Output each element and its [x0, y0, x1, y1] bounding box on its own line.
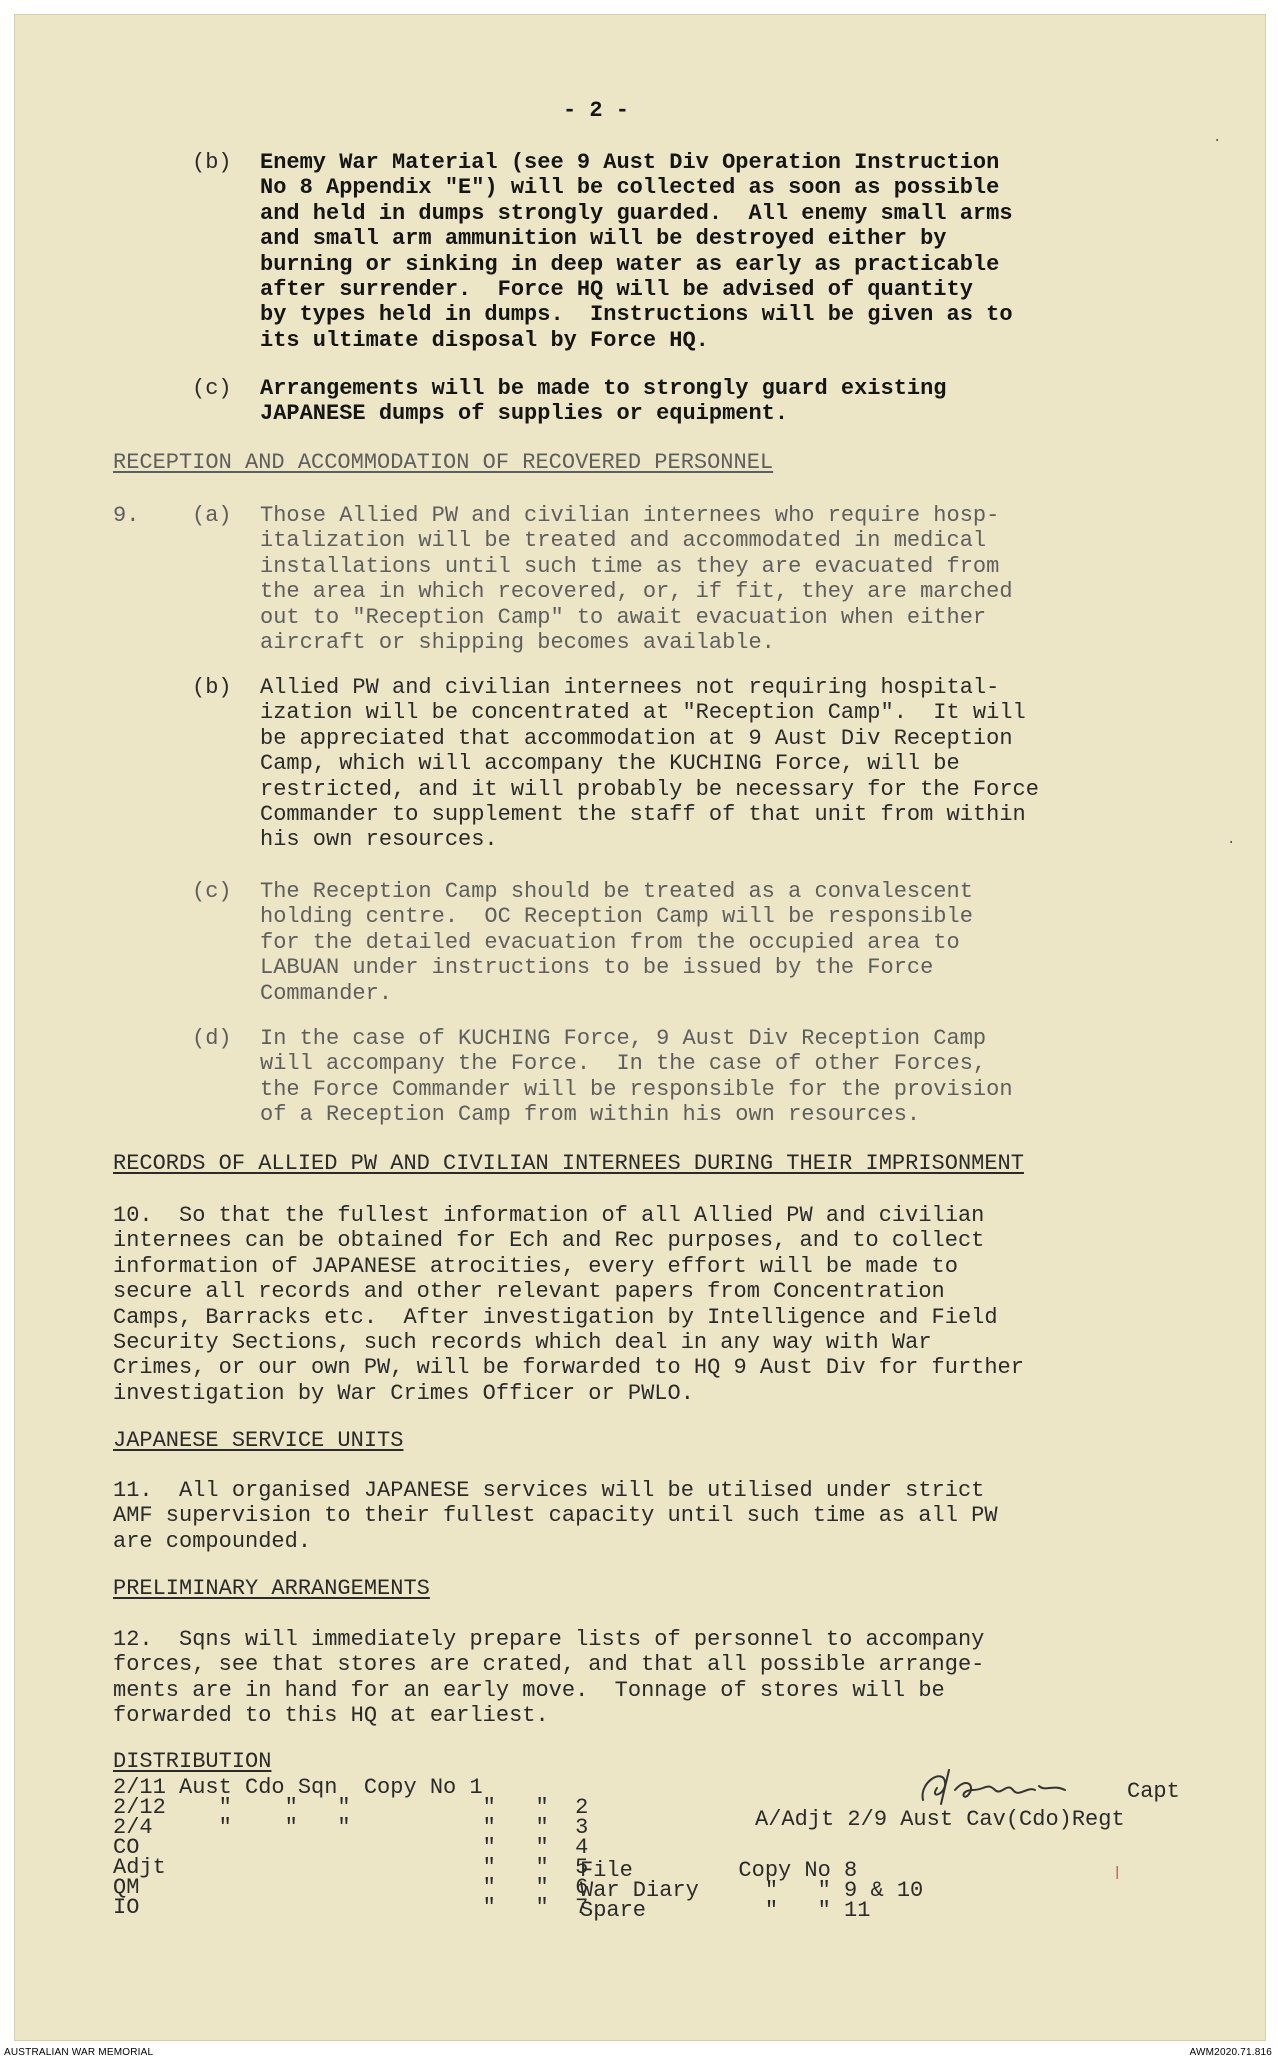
para-8c-line: Arrangements will be made to strongly guard existing: [260, 376, 947, 401]
distribution-extra-line: War Diary " " 9 & 10: [580, 1878, 924, 1903]
para-10-line: 10. So that the fullest information of all Allied PW and civilian: [113, 1203, 985, 1228]
scan-mark: ·: [1227, 835, 1236, 851]
para-9c-line: holding centre. OC Reception Camp will be responsible: [260, 904, 973, 930]
para-8b-line: by types held in dumps. Instructions will be given as to: [260, 302, 1013, 328]
para-9b-line: ization will be concentrated at "Reception Camp". It will: [260, 700, 1026, 726]
document-page: [14, 14, 1266, 2041]
heading-records: RECORDS OF ALLIED PW AND CIVILIAN INTERNEES DURING THEIR IMPRISONMENT: [113, 1151, 1024, 1176]
para-11-line: are compounded.: [113, 1528, 312, 1554]
para-9d-line: In the case of KUCHING Force, 9 Aust Div Reception Camp: [260, 1026, 987, 1051]
para-11-line: 11. All organised JAPANESE services will be utilised under strict: [113, 1478, 985, 1503]
para-10-line: secure all records and other relevant papers from Concentration: [113, 1279, 945, 1305]
para-9-number: 9.: [113, 503, 140, 528]
para-9d-line: will accompany the Force. In the case of other Forces,: [260, 1051, 987, 1077]
para-9c-line: for the detailed evacuation from the occupied area to: [260, 929, 960, 955]
para-9a-line: the area in which recovered, or, if fit, they are marched: [260, 579, 1013, 605]
para-10-line: internees can be obtained for Ech and Rec purposes, and to collect: [113, 1228, 985, 1254]
distribution-line: Adjt " " 5: [113, 1855, 589, 1880]
para-8b-line: burning or sinking in deep water as early as practicable: [260, 251, 1000, 277]
distribution-heading: DISTRIBUTION: [113, 1749, 272, 1774]
para-8b-label: (b): [192, 150, 232, 175]
para-9a-line: Those Allied PW and civilian internees who require hosp-: [260, 503, 1000, 528]
distribution-extra-line: Spare " " 11: [580, 1898, 871, 1923]
para-12-line: forwarded to this HQ at earliest.: [113, 1703, 549, 1729]
para-9b-line: Camp, which will accompany the KUCHING Force, will be: [260, 751, 960, 777]
para-12-line: ments are in hand for an early move. Tonnage of stores will be: [113, 1677, 945, 1703]
para-11-line: AMF supervision to their fullest capacity until such time as all PW: [113, 1503, 998, 1529]
para-9b-label: (b): [192, 675, 232, 700]
para-9b-line: his own resources.: [260, 827, 498, 853]
heading-japanese-service-units: JAPANESE SERVICE UNITS: [113, 1428, 404, 1453]
para-9a-line: aircraft or shipping becomes available.: [260, 630, 775, 655]
para-10-line: investigation by War Crimes Officer or PWLO.: [113, 1380, 694, 1406]
para-9c-line: LABUAN under instructions to be issued by the Force: [260, 955, 934, 981]
para-9a-label: (a): [192, 503, 232, 528]
para-9b-line: Commander to supplement the staff of that unit from within: [260, 802, 1026, 827]
heading-reception: RECEPTION AND ACCOMMODATION OF RECOVERED PERSONNEL: [113, 450, 774, 475]
footer-accession-number: AWM2020.71.816: [1189, 2047, 1272, 2058]
distribution-line: 2/12 " " " " " 2: [113, 1795, 589, 1820]
para-9a-line: installations until such time as they are evacuated from: [260, 553, 1000, 579]
para-10-line: Security Sections, such records which deal in any way with War: [113, 1330, 932, 1355]
para-8c-label: (c): [192, 376, 232, 401]
para-8c-line: JAPANESE dumps of supplies or equipment.: [260, 401, 789, 427]
para-10-line: Crimes, or our own PW, will be forwarded to HQ 9 Aust Div for further: [113, 1355, 1024, 1381]
distribution-line: 2/11 Aust Cdo Sqn Copy No 1: [113, 1775, 483, 1800]
distribution-line: 2/4 " " " " " 3: [113, 1815, 589, 1840]
para-10-line: information of JAPANESE atrocities, every effort will be made to: [113, 1253, 958, 1279]
footer-institution: AUSTRALIAN WAR MEMORIAL: [4, 2047, 154, 2058]
para-12-line: 12. Sqns will immediately prepare lists of personnel to accompany: [113, 1627, 985, 1652]
para-9c-label: (c): [192, 879, 232, 904]
para-12-line: forces, see that stores are crated, and that all possible arrange-: [113, 1652, 985, 1678]
scan-mark: |: [1113, 1865, 1122, 1881]
signature-rank: Capt: [1127, 1779, 1180, 1804]
scan-mark: ·: [1213, 133, 1222, 149]
para-9b-line: restricted, and it will probably be necessary for the Force: [260, 776, 1039, 802]
para-8b-line: Enemy War Material (see 9 Aust Div Operation Instruction: [260, 150, 1000, 175]
distribution-line: IO " " 7: [113, 1895, 589, 1920]
para-10-line: Camps, Barracks etc. After investigation by Intelligence and Field: [113, 1304, 998, 1330]
para-9a-line: out to "Reception Camp" to await evacuation when either: [260, 604, 987, 630]
handwritten-signature: [915, 1760, 1145, 1812]
para-9d-label: (d): [192, 1026, 232, 1051]
para-9c-line: The Reception Camp should be treated as a convalescent: [260, 879, 973, 904]
para-8b-line: its ultimate disposal by Force HQ.: [260, 327, 709, 353]
distribution-line: QM " " 6: [113, 1875, 589, 1900]
signature-appointment: A/Adjt 2/9 Aust Cav(Cdo)Regt: [755, 1807, 1125, 1832]
para-8b-line: and small arm ammunition will be destroyed either by: [260, 226, 947, 252]
para-8b-line: No 8 Appendix "E") will be collected as soon as possible: [260, 175, 1000, 201]
para-9d-line: the Force Commander will be responsible for the provision: [260, 1076, 1013, 1102]
distribution-extra-line: File Copy No 8: [580, 1858, 858, 1883]
heading-preliminary-arrangements: PRELIMINARY ARRANGEMENTS: [113, 1576, 430, 1601]
para-9c-line: Commander.: [260, 980, 393, 1006]
para-9d-line: of a Reception Camp from within his own resources.: [260, 1102, 921, 1128]
para-8b-line: and held in dumps strongly guarded. All enemy small arms: [260, 200, 1013, 226]
distribution-line: CO " " 4: [113, 1835, 589, 1860]
para-9a-line: italization will be treated and accommodated in medical: [260, 528, 987, 554]
page-number: - 2 -: [563, 98, 630, 123]
para-9b-line: be appreciated that accommodation at 9 Aust Div Reception: [260, 725, 1013, 751]
para-8b-line: after surrender. Force HQ will be advised of quantity: [260, 277, 973, 302]
para-9b-line: Allied PW and civilian internees not requiring hospital-: [260, 675, 1000, 700]
